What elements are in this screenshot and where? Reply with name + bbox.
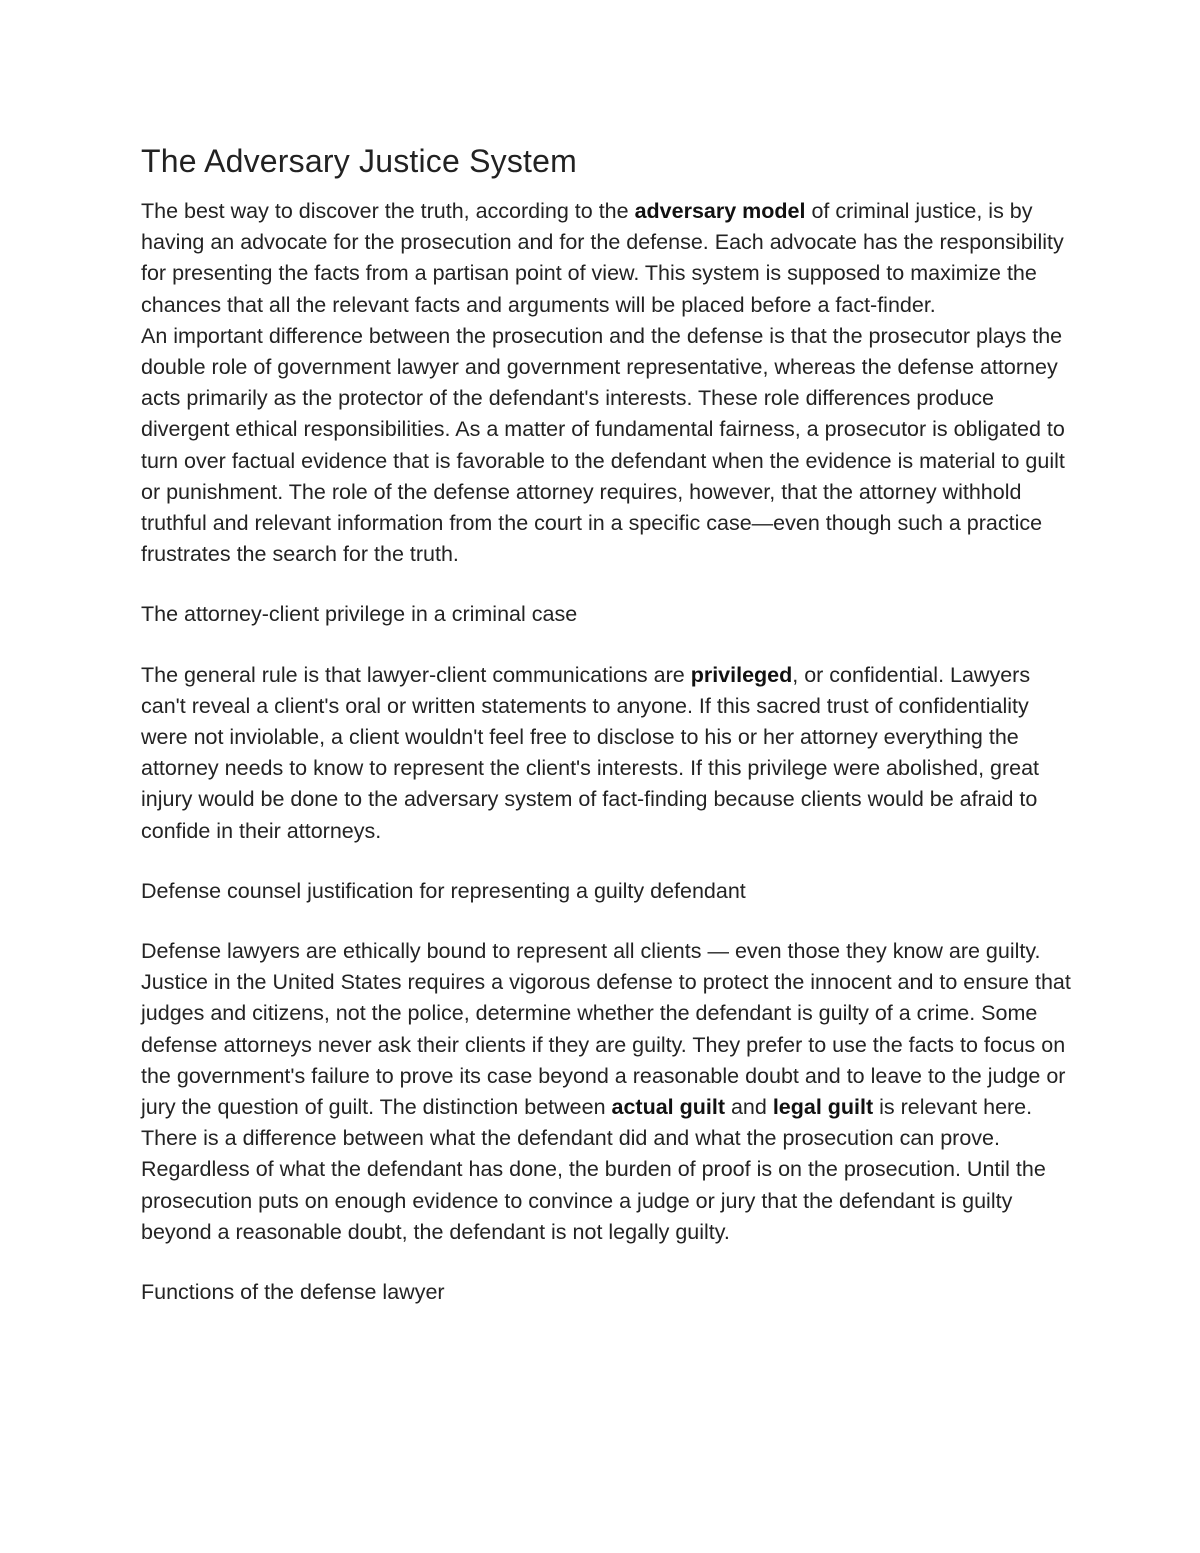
paragraph-text: and [725, 1095, 773, 1120]
paragraph-privilege [141, 660, 1071, 847]
term-legal-guilt: legal guilt [772, 1095, 874, 1120]
paragraph-text: The general rule is that lawyer-client communications are [141, 662, 691, 687]
term-adversary-model: adversary model [634, 199, 806, 223]
spacer [141, 570, 1071, 599]
spacer [141, 631, 1071, 660]
spacer [141, 907, 1071, 936]
spacer [141, 847, 1071, 876]
spacer [141, 1248, 1071, 1277]
section-heading-defense-justification: Defense counsel justification for representing a guilty defendant [141, 878, 746, 903]
term-actual-guilt: actual guilt [611, 1095, 725, 1120]
document-page [141, 140, 1071, 1308]
paragraph-prosecution-defense: An important difference between the prosecution and the defense is that the prosecutor plays the double role of government lawyer and government representative, whereas the defense attorney acts primarily as the protector of the defendant's interests. These role differences produce divergent ethical responsibilities. As a matter of fundamental fairness, a prosecutor is obligated to turn over factual evidence that is favorable to the defendant when the evidence is material to guilt or punishment. The role of the defense attorney requires, however, that the attorney withhold truthful and relevant information from the court in a specific case—even though such a practice frustrates the search for the truth. [141, 323, 1065, 567]
paragraph-text: of criminal justice, is by having an advocate for the prosecution and for the defense. Each advocate has the responsibility for presenting the facts from a partisan point of view. This system is supposed to maximize the chances that all the relevant facts and arguments will be placed before a fact-finder. [141, 199, 1064, 317]
section-heading-functions-defense-lawyer: Functions of the defense lawyer [141, 1280, 445, 1305]
paragraph-text: is relevant here. There is a difference between what the defendant did and what the prosecution can prove. Regardless of what the defendant has done, the burden of proof is on the prosecution. Until the prosecution puts on enough evidence to convince a judge or jury that the defendant is guilty beyond a reasonable doubt, the defendant is not legally guilty. [141, 1095, 1046, 1244]
paragraph-adversary-model [141, 196, 1071, 321]
term-privileged: privileged [690, 662, 793, 687]
page-title: The Adversary Justice System [141, 143, 577, 179]
paragraph-text: Defense lawyers are ethically bound to represent all clients — even those they know are guilty. Justice in the United States requires a vigorous defense to protect the innocent and to ensure that judges and citizens, not the police, determine whether the defendant is guilty of a crime. Some defense attorneys never ask their clients if they are guilty. They prefer to use the facts to focus on the government's failure to prove its case beyond a reasonable doubt and to leave to the judge or jury the question of guilt. The distinction between [141, 939, 1071, 1120]
section-heading-attorney-client-privilege: The attorney-client privilege in a criminal case [141, 602, 578, 627]
paragraph-guilty-defendant [141, 936, 1071, 1248]
paragraph-text: The best way to discover the truth, according to the [141, 199, 635, 223]
paragraph-text: , or confidential. Lawyers can't reveal a client's oral or written statements to anyone. If this sacred trust of confidentiality were not inviolable, a client wouldn't feel free to disclose to his or her attorney everything the attorney needs to know to represent the client's interests. If this privilege were abolished, great injury would be done to the adversary system of fact-finding because clients would be afraid to confide in their attorneys. [141, 662, 1040, 843]
